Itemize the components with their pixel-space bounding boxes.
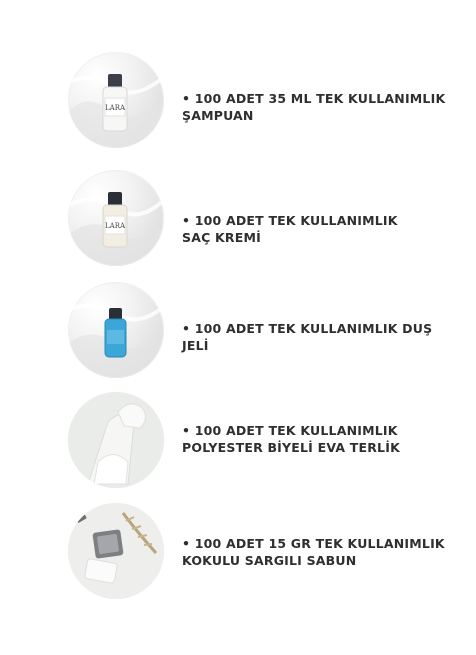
caption-line-2: JELİ: [182, 338, 209, 353]
product-caption: [182, 535, 445, 569]
product-caption: [182, 422, 432, 456]
caption-line-1: • 100 ADET TEK KULLANIMLIK: [182, 213, 398, 228]
caption-line-1: • 100 ADET TEK KULLANIMLIK DUŞ: [182, 321, 433, 336]
shower-gel-bottle-icon: [68, 282, 164, 378]
caption-line-1: • 100 ADET 15 GR TEK KULLANIMLIK: [182, 536, 445, 551]
caption-line-2: KOKULU SARGILI SABUN: [182, 553, 357, 568]
product-item-slippers: [0, 392, 476, 492]
slippers-icon: [68, 392, 164, 488]
soap-bar-icon: [68, 503, 164, 599]
caption-line-2: SAÇ KREMİ: [182, 230, 261, 245]
product-item-conditioner: [0, 170, 476, 270]
shampoo-bottle-icon: [68, 52, 164, 148]
conditioner-bottle-icon: [68, 170, 164, 266]
bottle-label: LARA: [104, 104, 126, 112]
product-item-shampoo: [0, 52, 476, 152]
product-item-shower-gel: [0, 282, 476, 382]
bottle-label: LARA: [104, 222, 126, 230]
product-caption: [182, 320, 432, 354]
caption-line-1: • 100 ADET TEK KULLANIMLIK: [182, 423, 398, 438]
caption-line-2: ŞAMPUAN: [182, 108, 254, 123]
product-item-soap: [0, 503, 476, 603]
caption-line-1: • 100 ADET 35 ML TEK KULLANIMLIK: [182, 91, 446, 106]
product-caption: [182, 90, 446, 124]
caption-line-2: POLYESTER BİYELİ EVA TERLİK: [182, 440, 400, 455]
product-caption: [182, 212, 432, 246]
